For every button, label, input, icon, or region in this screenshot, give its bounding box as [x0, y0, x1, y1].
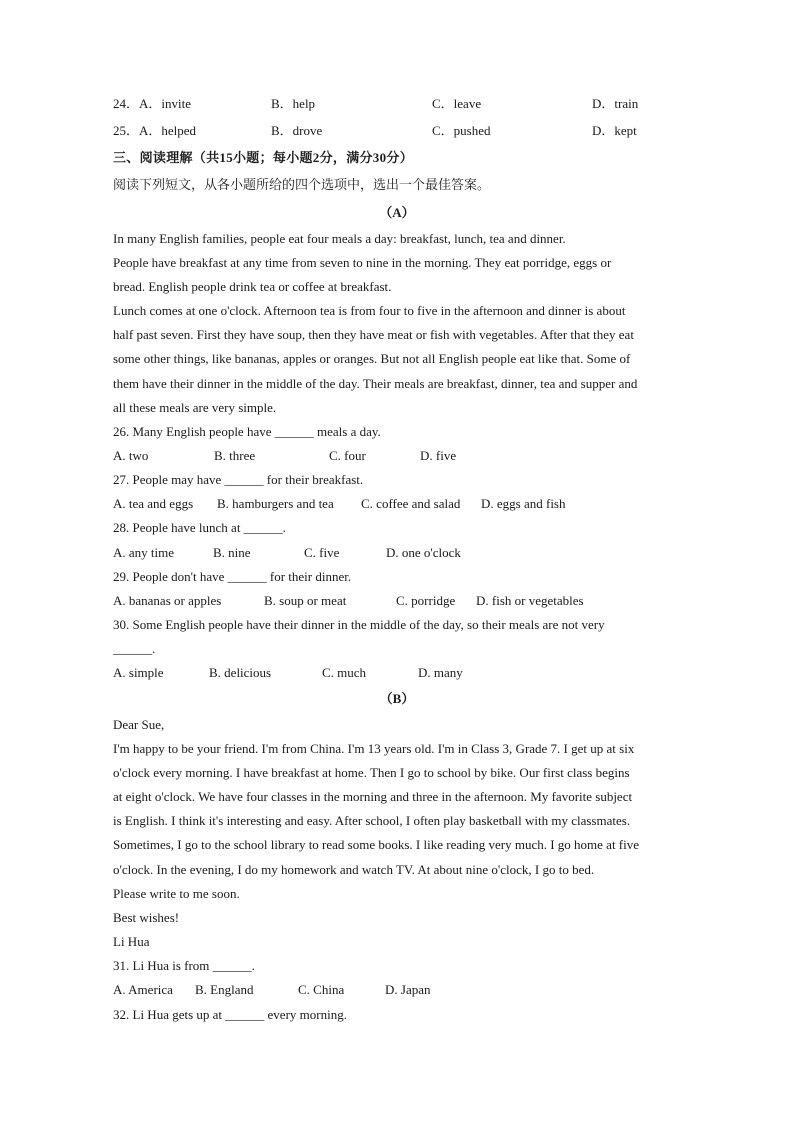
question-stem-27: 27. People may have ______ for their breakfast. [113, 472, 364, 487]
option-d: D. eggs and fish [481, 496, 566, 511]
passage-a-line: bread. English people drink tea or coffee at breakfast. [113, 279, 392, 294]
passage-b-line: is English. I think it's interesting and easy. After school, I often play basketball with my classmates. [113, 813, 631, 828]
option-c: C. four [329, 448, 366, 463]
passage-b-line: at eight o'clock. We have four classes in the morning and three in the afternoon. My favorite subject [113, 789, 633, 804]
passage-a-line: some other things, like bananas, apples or oranges. But not all English people eat like that. Some of [113, 351, 631, 366]
option-b: B. three [214, 448, 256, 463]
passage-a-line: People have breakfast at any time from seven to nine in the morning. They eat porridge, eggs or [113, 255, 612, 270]
question-number: 25．A．helped [113, 123, 197, 138]
option-d: D. many [418, 665, 463, 680]
option-a: A. America [113, 982, 173, 997]
option-b: B. England [195, 982, 254, 997]
option-b: B．help [271, 96, 316, 111]
question-stem-26: 26. Many English people have ______ meals a day. [113, 424, 381, 439]
question-stem-30-cont: ______. [113, 641, 156, 656]
passage-a-line: all these meals are very simple. [113, 400, 277, 415]
question-stem-32: 32. Li Hua gets up at ______ every morning. [113, 1007, 347, 1022]
passage-a-line: half past seven. First they have soup, then they have meat or fish with vegetables. After that they eat [113, 327, 634, 342]
option-b: B. nine [213, 545, 251, 560]
option-b: B. hamburgers and tea [217, 496, 334, 511]
question-stem-28: 28. People have lunch at ______. [113, 520, 286, 535]
letter-signature: Li Hua [113, 934, 150, 949]
option-d: D．kept [592, 123, 637, 138]
section-title: 三、阅读理解（共15小题；每小题2分，满分30分） [113, 150, 413, 165]
option-a: A. any time [113, 545, 175, 560]
option-c: C. much [322, 665, 367, 680]
question-stem-29: 29. People don't have ______ for their dinner. [113, 569, 352, 584]
option-c: C. five [304, 545, 340, 560]
option-d: D. one o'clock [386, 545, 461, 560]
option-b: B．drove [271, 123, 323, 138]
passage-a-line: them have their dinner in the middle of the day. Their meals are breakfast, dinner, tea and supper and [113, 376, 638, 391]
passage-b-line: Please write to me soon. [113, 886, 240, 901]
option-d: D. fish or vegetables [476, 593, 584, 608]
question-number: 24．A．invite [113, 96, 192, 111]
letter-greeting: Dear Sue, [113, 717, 165, 732]
passage-b-line: o'clock. In the evening, I do my homework and watch TV. At about nine o'clock, I go to bed. [113, 862, 595, 877]
option-c: C．leave [432, 96, 482, 111]
option-b: B. soup or meat [264, 593, 347, 608]
passage-b-line: o'clock every morning. I have breakfast at home. Then I go to school by bike. Our first class begins [113, 765, 630, 780]
option-a: A. bananas or apples [113, 593, 222, 608]
passage-b-label: （B） [379, 691, 415, 706]
passage-a-label: （A） [379, 205, 415, 220]
question-stem-31: 31. Li Hua is from ______. [113, 958, 255, 973]
option-a: A. simple [113, 665, 164, 680]
option-c: C. porridge [396, 593, 456, 608]
letter-closing: Best wishes! [113, 910, 180, 925]
section-instruction: 阅读下列短文，从各小题所给的四个选项中，选出一个最佳答案。 [113, 177, 491, 192]
passage-b-line: I'm happy to be your friend. I'm from China. I'm 13 years old. I'm in Class 3, Grade 7. I get up at six [113, 741, 635, 756]
option-a: A. tea and eggs [113, 496, 194, 511]
question-stem-30: 30. Some English people have their dinner in the middle of the day, so their meals are not very [113, 617, 605, 632]
passage-a-line: Lunch comes at one o'clock. Afternoon tea is from four to five in the afternoon and dinner is about [113, 303, 626, 318]
option-c: C. China [298, 982, 345, 997]
option-a: A. two [113, 448, 149, 463]
passage-a-line: In many English families, people eat four meals a day: breakfast, lunch, tea and dinner. [113, 231, 566, 246]
option-d: D．train [592, 96, 639, 111]
option-b: B. delicious [209, 665, 272, 680]
passage-b-line: Sometimes, I go to the school library to read some books. I like reading very much. I go home at five [113, 837, 640, 852]
option-d: D. five [420, 448, 457, 463]
option-c: C．pushed [432, 123, 491, 138]
option-c: C. coffee and salad [361, 496, 461, 511]
option-d: D. Japan [385, 982, 431, 997]
